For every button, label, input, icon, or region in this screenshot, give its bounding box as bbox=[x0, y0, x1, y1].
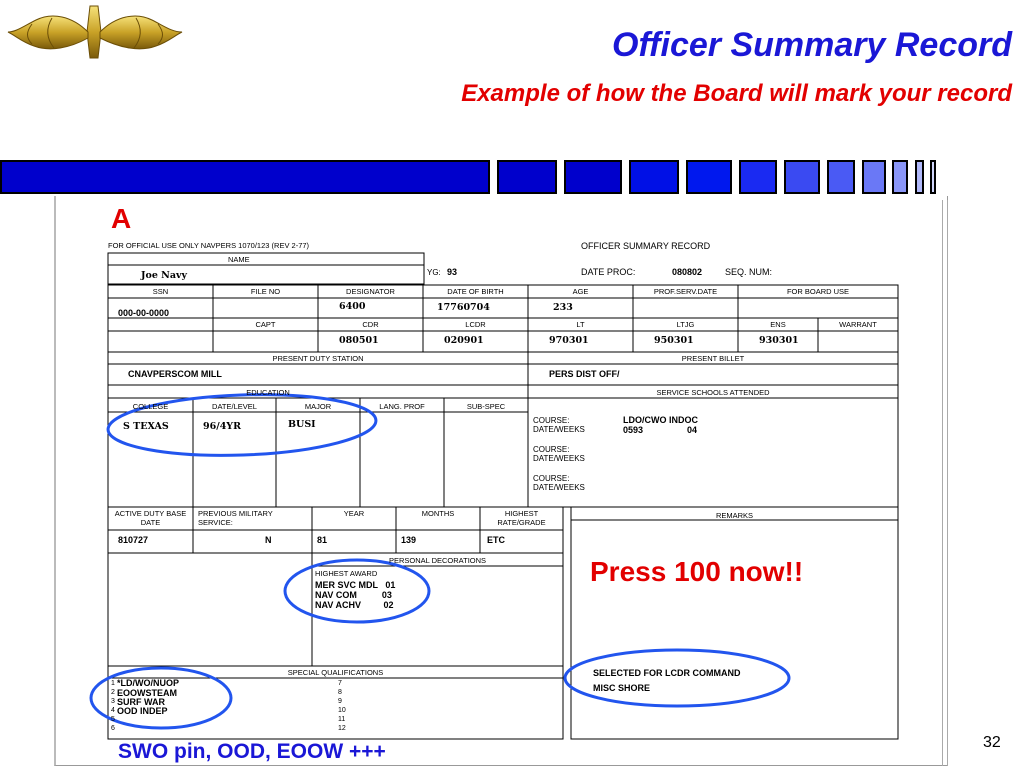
designator-header: DESIGNATOR bbox=[346, 287, 395, 296]
qual-number: 8 bbox=[338, 689, 342, 696]
dob-header: DATE OF BIRTH bbox=[447, 287, 504, 296]
duty-station-value: CNAVPERSCOM MILL bbox=[128, 369, 222, 379]
lang-prof-header: LANG. PROF bbox=[379, 402, 425, 411]
official-use-header: FOR OFFICIAL USE ONLY NAVPERS 1070/123 (REV 2-77) bbox=[108, 241, 310, 250]
active-duty-value: 810727 bbox=[118, 535, 149, 545]
course1-value: LDO/CWO INDOC bbox=[623, 415, 698, 425]
page-number: 32 bbox=[983, 734, 1001, 751]
highest-rate-header: HIGHEST RATE/GRADE bbox=[497, 509, 546, 527]
award-item: NAV ACHV 02 bbox=[315, 600, 394, 610]
qual-number: 7 bbox=[338, 680, 342, 687]
lt-date: 970301 bbox=[549, 335, 589, 346]
course-label: COURSE: bbox=[533, 474, 570, 483]
remark-item: SELECTED FOR LCDR COMMAND bbox=[593, 668, 741, 678]
qual-number: 9 bbox=[338, 698, 342, 705]
name-label: NAME bbox=[228, 255, 250, 264]
date-proc-label: DATE PROC: bbox=[581, 267, 636, 277]
press-note: Press 100 now!! bbox=[590, 556, 804, 587]
duty-station-header: PRESENT DUTY STATION bbox=[272, 354, 364, 363]
award-item: MER SVC MDL 01 bbox=[315, 580, 396, 590]
special-quals-header: SPECIAL QUALIFICATIONS bbox=[287, 668, 384, 677]
yg-value: 93 bbox=[447, 267, 458, 277]
qual-number: 2 bbox=[111, 689, 115, 696]
age-value: 233 bbox=[553, 302, 573, 313]
ltjg-date: 950301 bbox=[654, 335, 694, 346]
qual-item: OOD INDEP bbox=[117, 706, 168, 716]
board-use-header: FOR BOARD USE bbox=[786, 287, 850, 296]
ssn-value: 000-00-0000 bbox=[118, 308, 170, 318]
date-weeks-label: DATE/WEEKS bbox=[533, 454, 585, 463]
file-no-header: FILE NO bbox=[250, 287, 281, 296]
service-schools-header: SERVICE SCHOOLS ATTENDED bbox=[656, 388, 770, 397]
major-header: MAJOR bbox=[304, 402, 332, 411]
sub-spec-header: SUB-SPEC bbox=[466, 402, 506, 411]
remark-item: MISC SHORE bbox=[593, 683, 651, 693]
designator-value: 6400 bbox=[339, 301, 366, 312]
record-title: OFFICER SUMMARY RECORD bbox=[581, 241, 711, 251]
course1-weeks: 04 bbox=[687, 425, 698, 435]
months-header: MONTHS bbox=[421, 509, 455, 518]
education-header: EDUCATION bbox=[246, 388, 290, 397]
qual-item: EOOWSTEAM bbox=[117, 688, 177, 698]
date-proc-value: 080802 bbox=[672, 267, 703, 277]
capt-header: CAPT bbox=[255, 320, 276, 329]
ltjg-header: LTJG bbox=[676, 320, 695, 329]
yg-label: YG: bbox=[427, 268, 441, 277]
present-billet-header: PRESENT BILLET bbox=[681, 354, 745, 363]
highest-award-label: HIGHEST AWARD bbox=[315, 569, 378, 578]
qual-number: 1 bbox=[111, 680, 115, 687]
seq-num-label: SEQ. NUM: bbox=[725, 267, 773, 277]
qual-number: 3 bbox=[111, 698, 115, 705]
active-duty-header: ACTIVE DUTY BASE DATE bbox=[114, 509, 187, 527]
qual-number: 5 bbox=[111, 716, 115, 723]
qual-number: 6 bbox=[111, 725, 115, 732]
date-weeks-label: DATE/WEEKS bbox=[533, 425, 585, 434]
slide-subtitle: Example of how the Board will mark your record bbox=[461, 80, 1012, 107]
ens-header: ENS bbox=[770, 320, 786, 329]
slide-title: Officer Summary Record bbox=[612, 26, 1012, 64]
prof-serv-date-header: PROF.SERV.DATE bbox=[653, 287, 718, 296]
remarks-header: REMARKS bbox=[715, 511, 754, 520]
qual-number: 12 bbox=[338, 725, 346, 732]
college-value: S TEXAS bbox=[123, 421, 169, 432]
qual-number: 10 bbox=[338, 707, 346, 714]
year-header: YEAR bbox=[343, 509, 365, 518]
lcdr-date: 020901 bbox=[444, 335, 484, 346]
qual-item: SURF WAR bbox=[117, 697, 165, 707]
cdr-date: 080501 bbox=[339, 335, 379, 346]
personal-decorations-header: PERSONAL DECORATIONS bbox=[388, 556, 487, 565]
warrant-header: WARRANT bbox=[839, 320, 877, 329]
cdr-header: CDR bbox=[362, 320, 379, 329]
qual-number: 4 bbox=[111, 707, 115, 714]
course-label: COURSE: bbox=[533, 445, 570, 454]
date-level-header: DATE/LEVEL bbox=[212, 402, 257, 411]
lcdr-header: LCDR bbox=[465, 320, 486, 329]
qual-item: *LD/WO/NUOP bbox=[117, 678, 179, 688]
marker-label: A bbox=[111, 203, 132, 234]
course-label: COURSE: bbox=[533, 416, 570, 425]
year-value: 81 bbox=[317, 535, 328, 545]
qual-number: 11 bbox=[338, 716, 346, 723]
highest-rate-value: ETC bbox=[487, 535, 505, 545]
prev-mil-header: PREVIOUS MILITARY SERVICE: bbox=[198, 509, 273, 527]
present-billet-value: PERS DIST OFF/ bbox=[549, 369, 620, 379]
months-value: 139 bbox=[401, 535, 417, 545]
age-header: AGE bbox=[572, 287, 589, 296]
major-value: BUSI bbox=[288, 419, 316, 430]
college-header: COLLEGE bbox=[132, 402, 169, 411]
dob-value: 17760704 bbox=[437, 302, 490, 313]
date-level-value: 96/4YR bbox=[203, 421, 241, 432]
ens-date: 930301 bbox=[759, 335, 799, 346]
award-item: NAV COM 03 bbox=[315, 590, 392, 600]
lt-header: LT bbox=[576, 320, 585, 329]
prev-mil-value: N bbox=[265, 535, 272, 545]
course1-date: 0593 bbox=[623, 425, 644, 435]
name-value: Joe Navy bbox=[141, 270, 188, 281]
date-weeks-label: DATE/WEEKS bbox=[533, 483, 585, 492]
footer-note: SWO pin, OOD, EOOW +++ bbox=[118, 740, 386, 763]
ssn-header: SSN bbox=[152, 287, 169, 296]
